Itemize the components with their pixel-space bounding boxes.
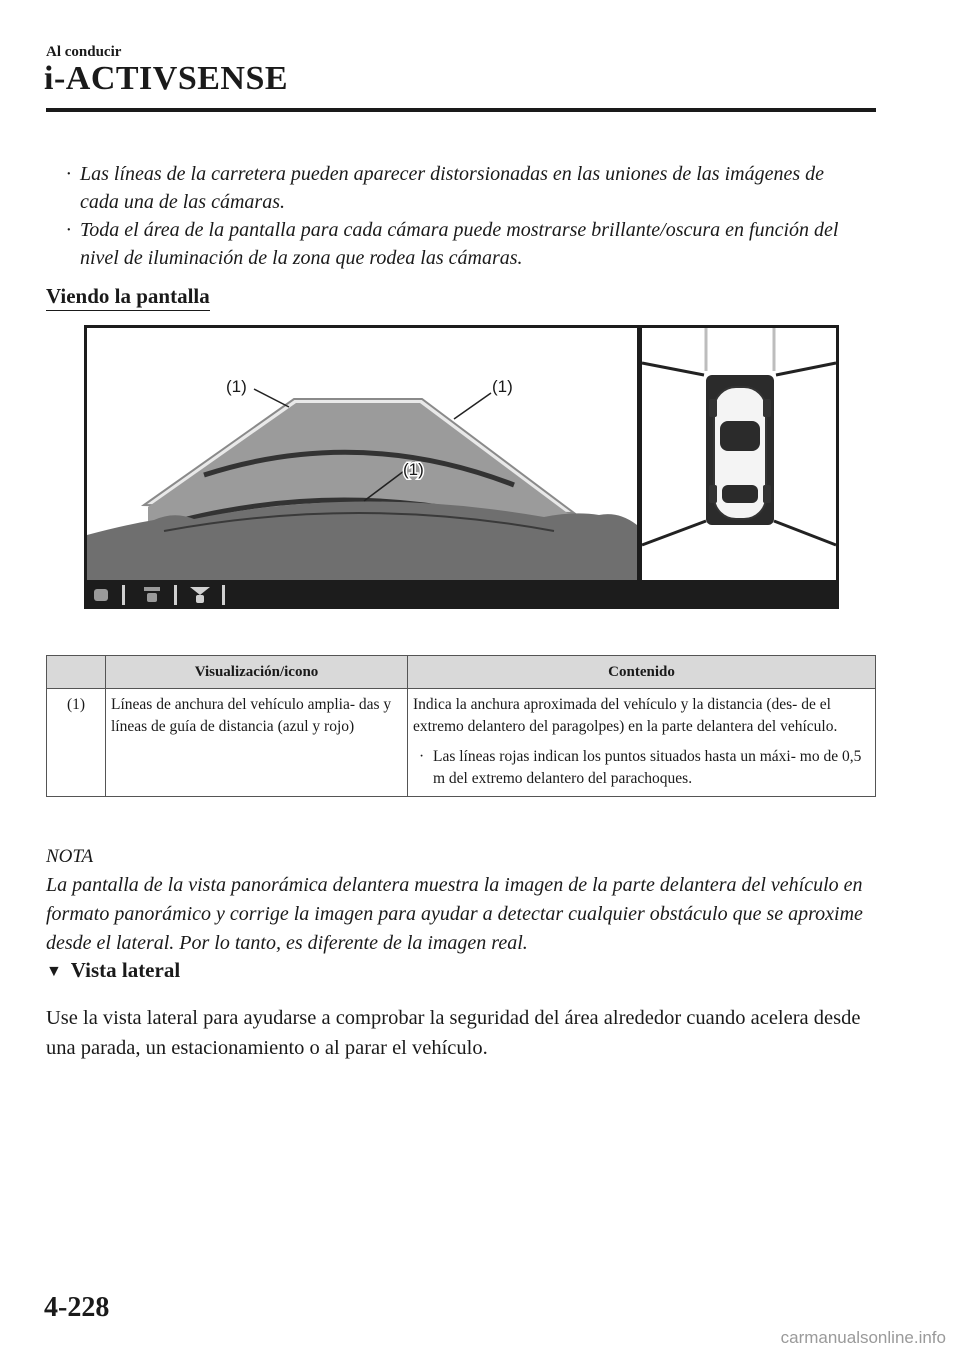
page-number: 4-228	[44, 1292, 110, 1323]
icon-separator	[222, 585, 225, 605]
camera-mode-icon	[94, 589, 108, 601]
content-sub-bullet	[413, 746, 870, 790]
section-label: Al conducir	[46, 44, 122, 60]
callout-label: (1)	[226, 377, 247, 396]
bullet-text: Las líneas de la carretera pueden aparecer distorsionadas en las uniones de las imágenes de cada una de las cámaras.	[80, 163, 824, 213]
camera-mode-icon	[144, 587, 160, 591]
bullet-text: Toda el área de la pantalla para cada cámara puede mostrarse brillante/oscura en función del nivel de iluminación de la zona que rodea las cámaras.	[80, 219, 839, 269]
camera-display-illustration	[84, 325, 839, 609]
sub-bullet-text: Las líneas rojas indican los puntos situados hasta un máxi- mo de 0,5 m del extremo delantero del parachoques.	[433, 748, 862, 787]
table-row	[47, 689, 876, 797]
note-text: La pantalla de la vista panorámica delantera muestra la imagen de la parte delantera del vehículo en formato panorámico y corrige la imagen para ayudar a detectar cualquier obstáculo que se aproxime desde el lateral. Por lo tanto, es diferente de la imagen real.	[46, 874, 863, 954]
page-title: i-ACTIVSENSE	[44, 60, 289, 97]
header-rule	[46, 108, 876, 112]
car-wheel	[763, 399, 771, 417]
content-text: Indica la anchura aproximada del vehículo y la distancia (des- de el extremo delantero del paragolpes) en la parte delantera del vehículo.	[413, 696, 838, 735]
bullet-item	[66, 160, 866, 216]
camera-mode-icon	[147, 593, 157, 602]
table-header	[47, 656, 106, 689]
watermark-link[interactable]: carmanualsonline.info	[780, 1328, 946, 1347]
bullet-list	[66, 160, 866, 272]
bullet-item	[66, 216, 866, 272]
table-cell-content	[408, 689, 876, 797]
icon-separator	[174, 585, 177, 605]
info-table	[46, 655, 876, 797]
body-paragraph: Use la vista lateral para ayudarse a comprobar la seguridad del área alrededor cuando acelera desde una parada, un estacionamiento o al parar el vehículo.	[46, 1007, 861, 1059]
bullet-dot: ·	[419, 748, 425, 765]
bullet-dot: ·	[66, 163, 71, 185]
icon-separator	[122, 585, 125, 605]
section-heading	[46, 958, 180, 983]
note-block	[46, 842, 876, 958]
triangle-down-icon: ▼	[46, 963, 62, 980]
bullet-dot: ·	[66, 219, 71, 241]
car-wheel	[763, 485, 771, 503]
note-label: NOTA	[46, 846, 94, 867]
car-rear-window	[722, 485, 758, 503]
car-wheel	[709, 485, 717, 503]
table-cell-number: (1)	[47, 689, 106, 797]
callout-label: (1)	[492, 377, 513, 396]
car-wheel	[709, 399, 717, 417]
callout-label: (1)	[403, 460, 424, 479]
table-header: Visualización/icono	[106, 656, 408, 689]
subheading: Viendo la pantalla	[46, 284, 210, 311]
camera-mode-icon-active	[196, 595, 204, 603]
table-header-row	[47, 656, 876, 689]
car-windshield	[720, 421, 760, 451]
table-header: Contenido	[408, 656, 876, 689]
table-cell-display: Líneas de anchura del vehículo amplia- das y líneas de guía de distancia (azul y rojo)	[106, 689, 408, 797]
section-heading-text: Vista lateral	[70, 958, 181, 982]
